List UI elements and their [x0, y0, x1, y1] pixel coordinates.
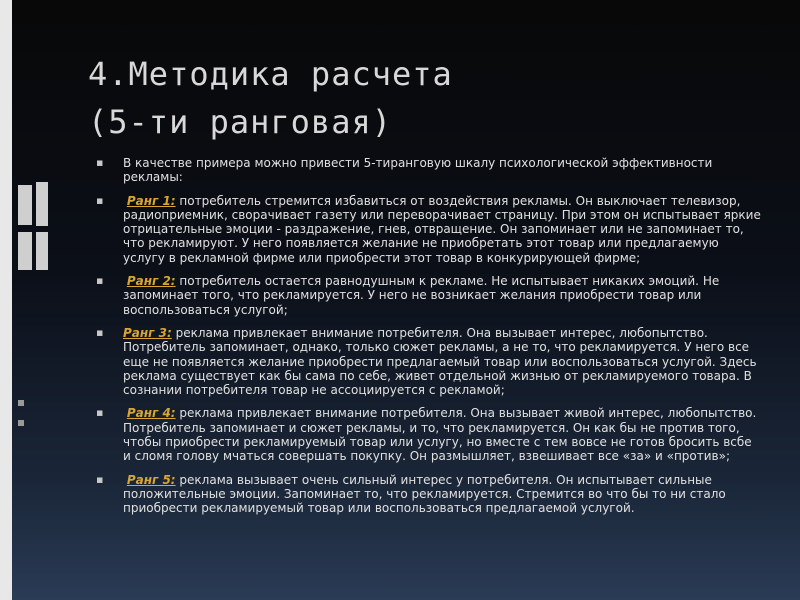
bullet-icon: ▪: [96, 406, 104, 420]
list-item: [96, 473, 762, 516]
rank-label: Ранг 3:: [123, 325, 172, 340]
left-decoration-strip: [0, 0, 12, 600]
item-text: реклама вызывает очень сильный интерес у потребителя. Он испытывает сильные положительные эмоции. Запоминает то, что рекламируется. Стремится во что бы то ни стало приобрести рекламируемый товар или воспользоваться предлагаемой услугой.: [123, 472, 726, 516]
list-item: [96, 406, 762, 463]
title-line-1: 4.Методика расчета: [88, 55, 453, 93]
list-item: [96, 274, 762, 317]
item-text: потребитель остается равнодушным к рекламе. Не испытывает никаких эмоций. Не запоминает того, что рекламируется. У него не возникает желания приобрести товар или воспользоваться услугой;: [123, 274, 720, 317]
bullet-list: [96, 156, 762, 525]
bullet-icon: ▪: [96, 325, 104, 339]
bullet-icon: ▪: [96, 472, 104, 486]
title-line-2: (5-ти ранговая): [88, 103, 392, 141]
slide-title: [88, 50, 768, 146]
item-text: реклама привлекает внимание потребителя. Она вызывает живой интерес, любопытство. Потребитель запоминает и сюжет рекламы, и то, что рекламируется. Он как бы не против того, чтобы приобрести рекламируемый товар или услугу, но вместе с тем вовсе не готов бросить всбе и сломя голову мчаться совершать покупку. Он размышляет, взвешивает все «за» и «против»;: [123, 406, 757, 464]
rank-label: Ранг 4:: [126, 406, 176, 421]
list-item: [96, 326, 762, 397]
rank-label: Ранг 1:: [126, 193, 176, 208]
decorative-bars: [14, 0, 54, 600]
item-text: реклама привлекает внимание потребителя. Она вызывает интерес, любопытство. Потребитель запоминает, однако, только сюжет рекламы, а не то, что рекламируется. У него все еще не появляется желание приобрести предлагаемый товар или воспользоваться услугой. Здесь реклама существует как бы сама по себе, живет отдельной жизнью от рекламируемого товара. В сознании потребителя товар не ассоциируется с рекламой;: [123, 325, 757, 398]
list-item: [96, 194, 762, 265]
rank-label: Ранг 5:: [126, 472, 176, 487]
bullet-icon: ▪: [96, 193, 104, 207]
rank-label: Ранг 2:: [126, 274, 176, 289]
bullet-icon: ▪: [96, 156, 104, 169]
list-item: [96, 156, 762, 185]
item-text: В качестве примера можно привести 5-тиранговую шкалу психологической эффективности рекламы:: [123, 156, 713, 185]
bullet-icon: ▪: [96, 274, 104, 288]
item-text: потребитель стремится избавиться от воздействия рекламы. Он выключает телевизор, радиоприемник, сворачивает газету или переворачивает страницу. При этом он испытывает яркие отрицательные эмоции - раздражение, гнев, отвращение. Он запоминает или не запоминает то, что рекламируют. У него появляется желание не приобретать этот товар или предлагаемую услугу в рекламной фирме или приобрести этот товар в конкурирующей фирме;: [123, 193, 761, 265]
